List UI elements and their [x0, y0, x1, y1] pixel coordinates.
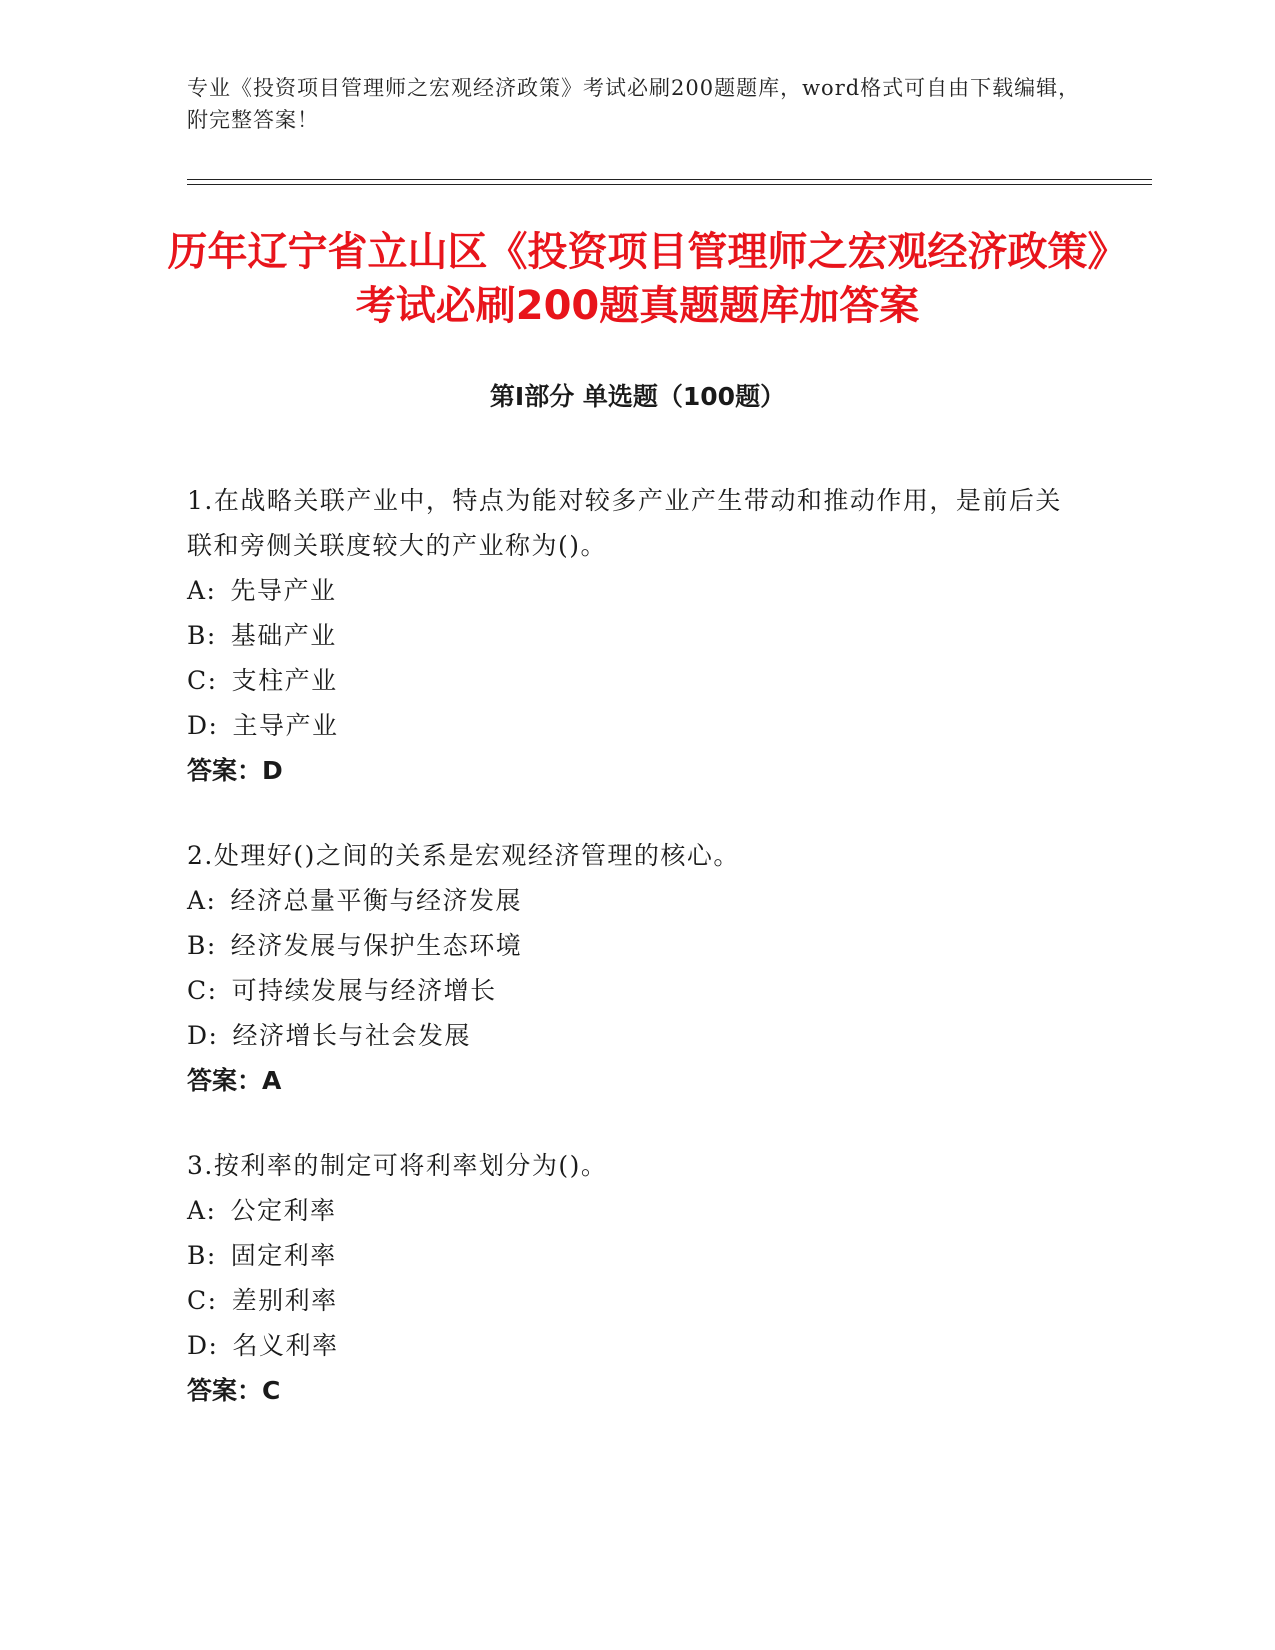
option-b	[187, 613, 1067, 658]
option-label: C:	[187, 666, 218, 695]
option-label: C:	[187, 1286, 218, 1315]
answer: 答案：C	[187, 1376, 281, 1405]
answer: 答案：D	[187, 756, 283, 785]
option-text: 支柱产业	[231, 666, 338, 695]
option-text: 经济总量平衡与经济发展	[230, 886, 522, 915]
option-text: 固定利率	[230, 1241, 337, 1270]
option-text: 基础产业	[230, 621, 337, 650]
answer: 答案：A	[187, 1066, 282, 1095]
option-label: D:	[187, 1021, 219, 1050]
option-a	[187, 1188, 1067, 1233]
header-note: 专业《投资项目管理师之宏观经济政策》考试必刷200题题库，word格式可自由下载编辑，附完整答案！	[187, 76, 1081, 132]
option-text: 经济增长与社会发展	[232, 1021, 471, 1050]
option-text: 公定利率	[230, 1196, 337, 1225]
option-text: 主导产业	[232, 711, 339, 740]
option-text: 可持续发展与经济增长	[231, 976, 497, 1005]
option-label: C:	[187, 976, 218, 1005]
option-d	[187, 703, 1067, 748]
option-a	[187, 568, 1067, 613]
option-label: B:	[187, 931, 217, 960]
option-b	[187, 923, 1067, 968]
option-c	[187, 658, 1067, 703]
option-label: B:	[187, 1241, 217, 1270]
question-stem: 1.在战略关联产业中，特点为能对较多产业产生带动和推动作用，是前后关联和旁侧关联度较大的产业称为()。	[187, 486, 1062, 560]
option-text: 先导产业	[230, 576, 337, 605]
question-stem: 2.处理好()之间的关系是宏观经济管理的核心。	[187, 841, 740, 870]
option-a	[187, 878, 1067, 923]
section-title: 第Ⅰ部分 单选题（100题）	[489, 382, 786, 411]
option-label: D:	[187, 1331, 219, 1360]
option-label: A:	[187, 1196, 217, 1225]
option-text: 经济发展与保护生态环境	[230, 931, 523, 960]
question-item	[187, 833, 1067, 1103]
option-text: 差别利率	[231, 1286, 338, 1315]
header-divider-top	[187, 179, 1152, 180]
option-c	[187, 968, 1067, 1013]
header-divider-bottom	[187, 184, 1152, 185]
option-b	[187, 1233, 1067, 1278]
option-c	[187, 1278, 1067, 1323]
page-title: 历年辽宁省立山区《投资项目管理师之宏观经济政策》考试必刷200题真题题库加答案	[167, 229, 1108, 329]
option-label: A:	[187, 886, 217, 915]
option-label: B:	[187, 621, 217, 650]
question-item	[187, 478, 1067, 793]
option-d	[187, 1323, 1067, 1368]
option-label: D:	[187, 711, 219, 740]
question-list	[187, 478, 1067, 1453]
question-item	[187, 1143, 1067, 1413]
option-label: A:	[187, 576, 217, 605]
option-d	[187, 1013, 1067, 1058]
question-stem: 3.按利率的制定可将利率划分为()。	[187, 1151, 608, 1180]
option-text: 名义利率	[232, 1331, 339, 1360]
